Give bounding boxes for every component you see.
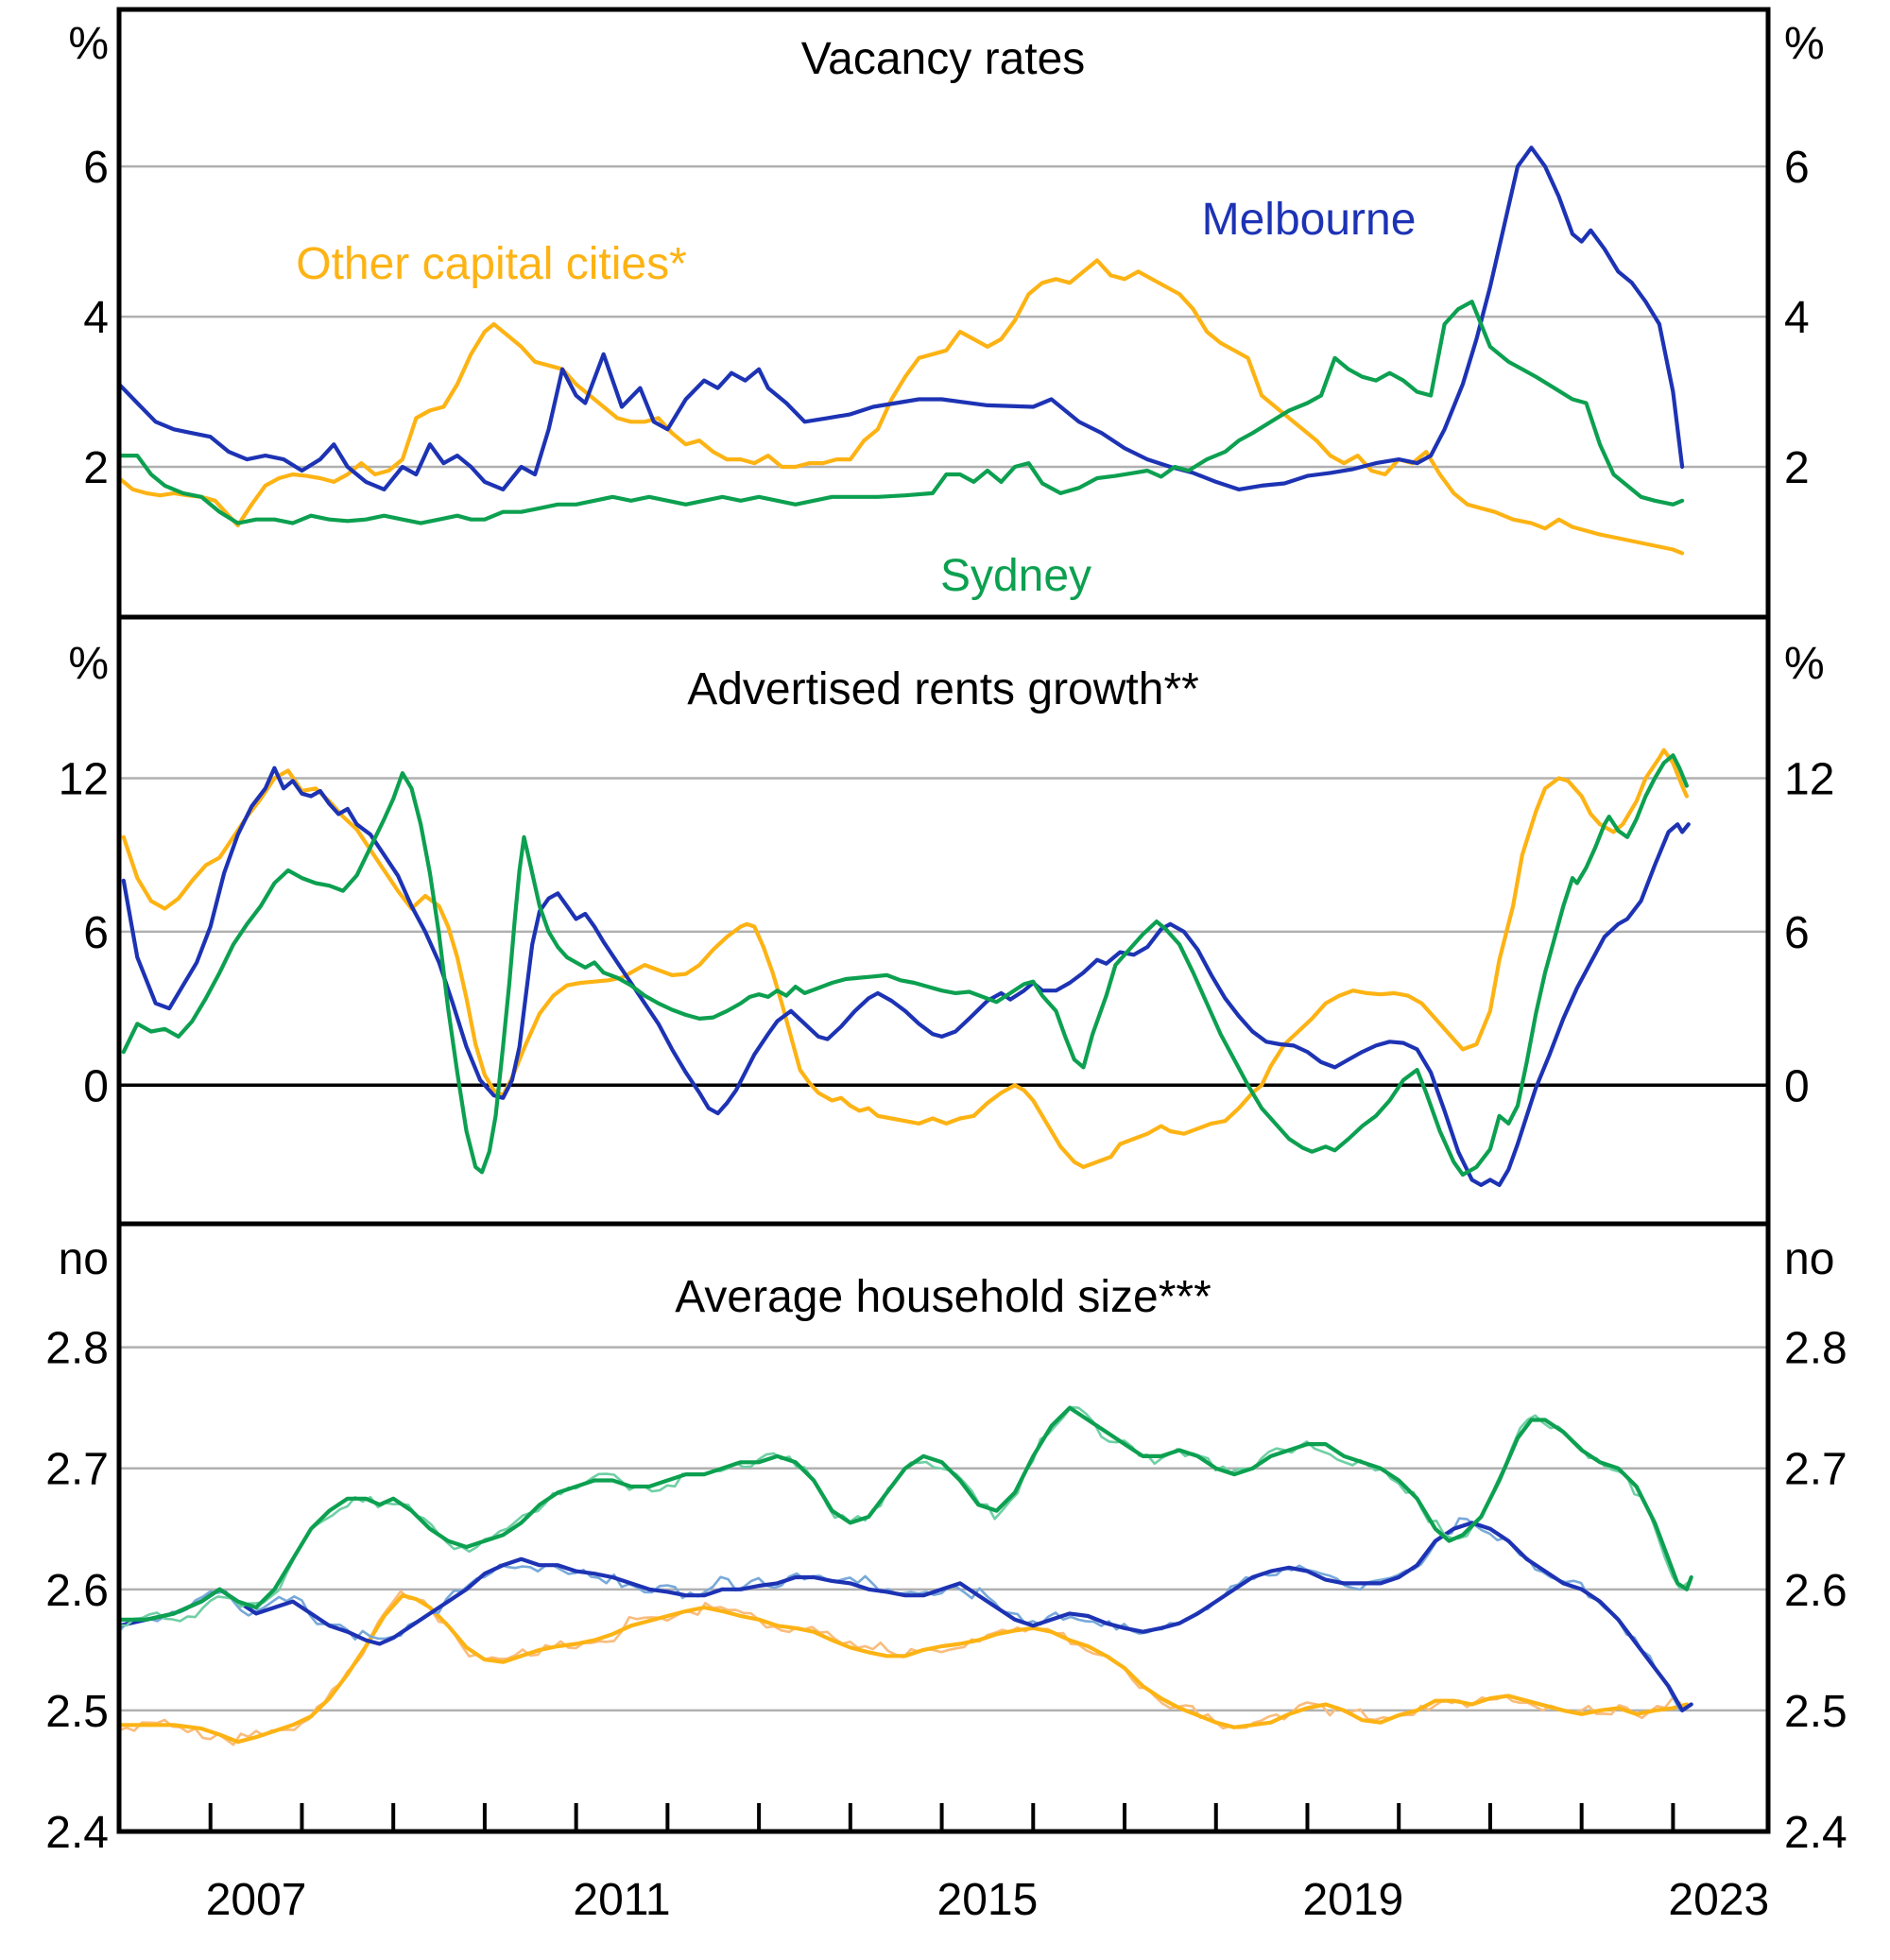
series-layer xyxy=(119,147,1692,1745)
panel-vacancy-rates xyxy=(68,19,1824,601)
y-tick-label-left: 2.5 xyxy=(45,1686,109,1737)
series-label-melbourne: Melbourne xyxy=(1201,195,1417,245)
unit-label-right-panel3: no xyxy=(1784,1234,1835,1284)
panel-average-household-size xyxy=(59,1234,1835,1322)
x-tick-label: 2007 xyxy=(205,1875,307,1925)
panel-title-household-size: Average household size*** xyxy=(675,1272,1211,1322)
y-tick-label-left: 6 xyxy=(83,907,109,958)
y-tick-label-right: 6 xyxy=(1784,143,1810,194)
series-line-sydney xyxy=(119,1408,1692,1620)
unit-label-left-panel3: no xyxy=(58,1234,109,1284)
series-line-other-capital-cities- xyxy=(119,261,1682,554)
panel-advertised-rents-growth xyxy=(68,639,1824,714)
series-line-melbourne xyxy=(119,1522,1692,1711)
unit-label-left-panel1: % xyxy=(68,19,109,69)
unit-label-right-panel1: % xyxy=(1784,19,1825,69)
y-tick-label-left: 2.8 xyxy=(45,1323,109,1374)
y-tick-label-right: 2.6 xyxy=(1784,1565,1847,1616)
y-tick-label-right: 2.4 xyxy=(1784,1808,1847,1858)
series-line-sydney xyxy=(124,755,1687,1175)
series-line-noisy-melbourne xyxy=(119,1519,1688,1711)
x-tick-label: 2019 xyxy=(1302,1875,1404,1925)
series-line-other-capital-cities- xyxy=(124,750,1687,1167)
panel-title-vacancy-rates: Vacancy rates xyxy=(800,34,1086,84)
y-tick-label-right: 2.7 xyxy=(1784,1444,1847,1495)
y-tick-label-left: 2.7 xyxy=(45,1444,109,1495)
x-tick-label: 2015 xyxy=(936,1875,1039,1925)
y-tick-label-right: 2 xyxy=(1784,443,1810,494)
y-tick-label-left: 4 xyxy=(83,293,109,344)
y-tick-label-right: 2.5 xyxy=(1784,1686,1847,1737)
y-tick-label-left: 6 xyxy=(83,143,109,194)
y-tick-label-right: 4 xyxy=(1784,293,1810,344)
unit-label-right-panel2: % xyxy=(1784,639,1825,689)
x-tick-label: 2023 xyxy=(1668,1875,1770,1925)
x-tick-label: 2011 xyxy=(573,1875,671,1925)
series-line-other-capital-cities- xyxy=(119,1595,1687,1742)
y-tick-label-left: 2.6 xyxy=(45,1565,109,1616)
series-label-sydney: Sydney xyxy=(939,551,1092,601)
unit-label-left-panel2: % xyxy=(68,639,109,689)
y-tick-label-right: 6 xyxy=(1784,907,1810,958)
series-line-sydney xyxy=(119,301,1682,523)
y-tick-label-left: 2 xyxy=(83,443,109,494)
y-tick-label-left: 2.4 xyxy=(45,1808,109,1858)
panel-title-advertised-rents: Advertised rents growth** xyxy=(687,664,1199,714)
y-tick-label-right: 0 xyxy=(1784,1061,1810,1112)
series-label-other-capitals: Other capital cities* xyxy=(296,239,687,289)
y-tick-label-right: 12 xyxy=(1784,754,1835,805)
y-tick-label-left: 12 xyxy=(58,754,109,805)
y-tick-label-left: 0 xyxy=(83,1061,109,1112)
y-tick-label-right: 2.8 xyxy=(1784,1323,1847,1374)
